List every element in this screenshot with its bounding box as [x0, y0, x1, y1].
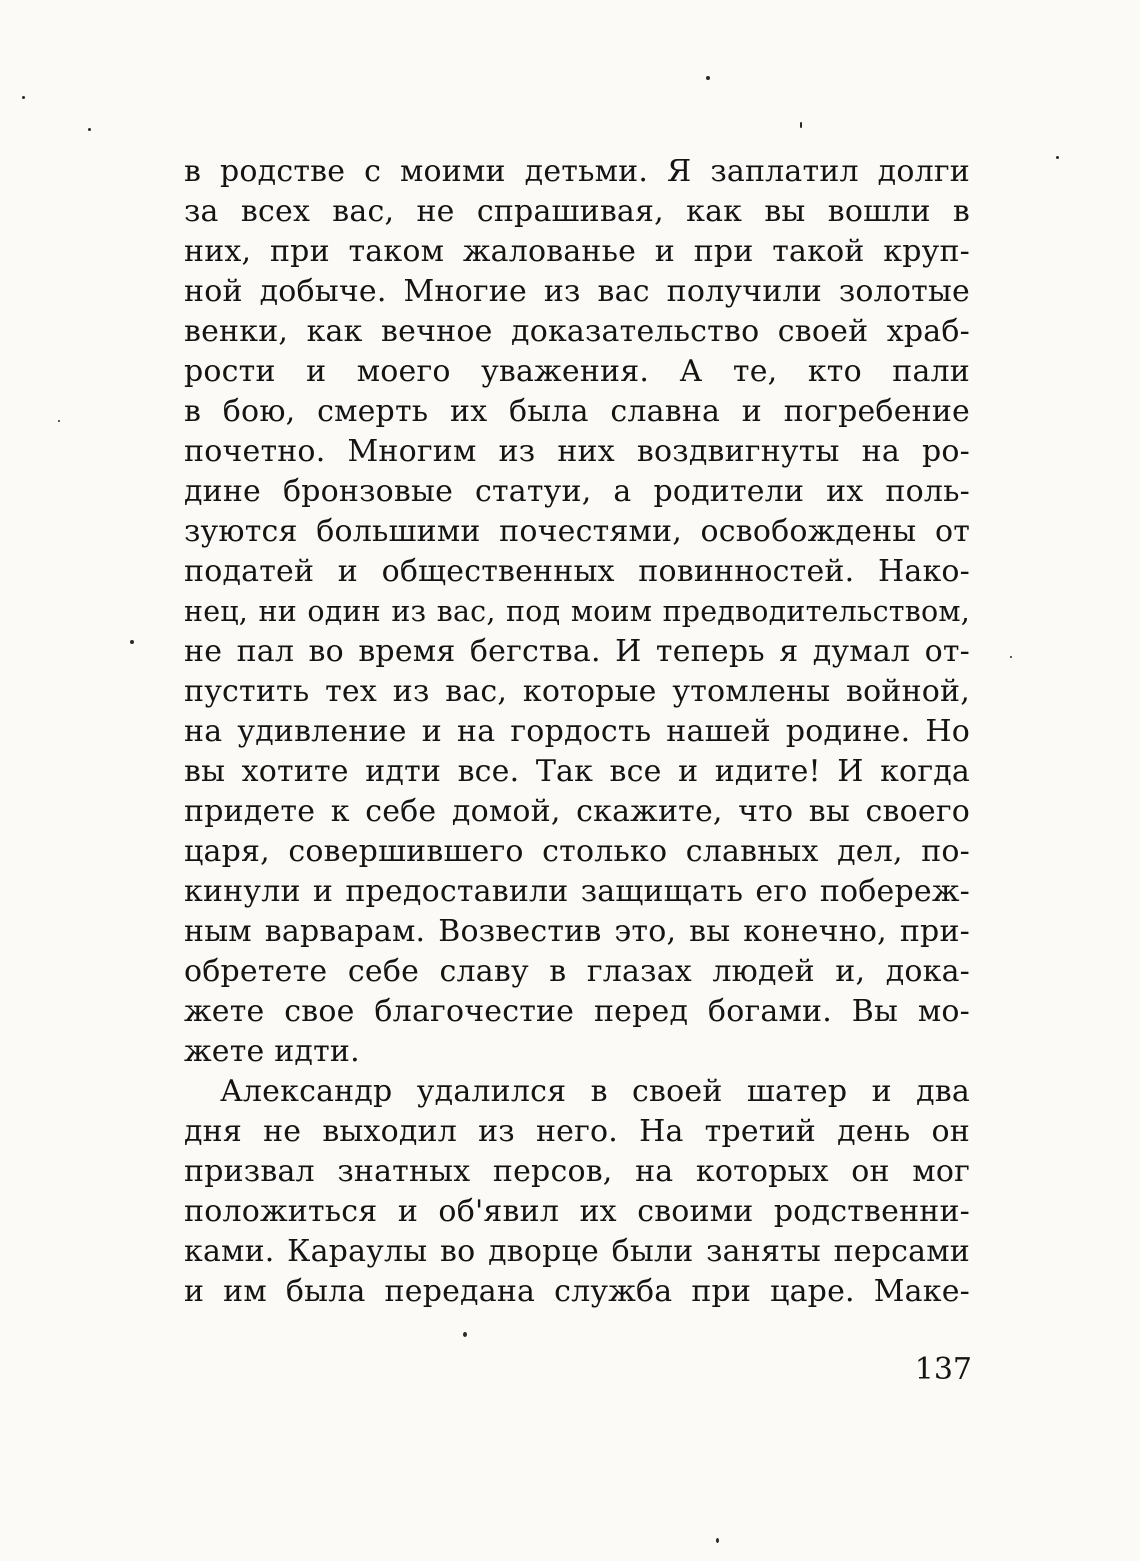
text-line: на удивление и на гордость нашей родине. Но [184, 714, 970, 749]
text-line: пустить тех из вас, которые утомлены войной, [184, 674, 970, 709]
paragraph-1 [184, 152, 970, 1072]
text-line: зуются большими почестями, освобождены от [184, 514, 970, 549]
text-line: кинули и предоставили защищать его побереж- [184, 874, 970, 909]
scan-speck [1010, 656, 1012, 658]
text-line: ной добыче. Многие из вас получили золотые [184, 274, 970, 309]
text-line: и им была передана служба при царе. Маке- [184, 1274, 970, 1309]
page-number: 137 [914, 1352, 972, 1387]
text-line: призвал знатных персов, на которых он мог [184, 1154, 970, 1189]
scan-speck [716, 1538, 719, 1543]
text-line: за всех вас, не спрашивая, как вы вошли в [184, 194, 970, 229]
text-line: почетно. Многим из них воздвигнуты на ро- [184, 434, 970, 469]
text-line: ками. Караулы во дворце были заняты персами [184, 1234, 970, 1269]
text-line: дня не выходил из него. На третий день он [184, 1114, 970, 1149]
text-line: них, при таком жалованье и при такой круп- [184, 234, 970, 269]
text-line: в бою, смерть их была славна и погребение [184, 394, 970, 429]
paragraph-2 [184, 1072, 970, 1312]
scan-speck [130, 640, 134, 644]
scan-speck [800, 122, 802, 128]
scan-speck [1056, 156, 1059, 159]
scan-speck [88, 128, 91, 131]
scan-speck [463, 1332, 467, 1337]
text-line: дине бронзовые статуи, а родители их поль- [184, 474, 970, 509]
text-line: положиться и об'явил их своими родственни- [184, 1194, 970, 1229]
text-line: жете идти. [184, 1034, 360, 1069]
text-line: жете свое благочестие перед богами. Вы мо- [184, 994, 970, 1029]
text-line: податей и общественных повинностей. Нако- [184, 554, 970, 589]
text-line: вы хотите идти все. Так все и идите! И когда [184, 754, 970, 789]
text-line: нец, ни один из вас, под моим предводительством, [184, 595, 970, 628]
text-line: придете к себе домой, скажите, что вы своего [184, 794, 970, 829]
body-text [184, 152, 970, 1312]
text-line: обретете себе славу в глазах людей и, дока- [184, 954, 970, 989]
text-line: не пал во время бегства. И теперь я думал от- [184, 634, 970, 669]
scan-speck [58, 420, 60, 422]
text-line: ным варварам. Возвестив это, вы конечно, при- [184, 914, 970, 949]
scan-speck [706, 76, 710, 80]
text-line: венки, как вечное доказательство своей храб- [184, 314, 970, 349]
text-line: царя, совершившего столько славных дел, по- [184, 834, 970, 869]
text-line: Александр удалился в своей шатер и два [220, 1074, 970, 1109]
text-line: рости и моего уважения. А те, кто пали [184, 354, 970, 389]
scan-speck [22, 96, 25, 99]
text-line: в родстве с моими детьми. Я заплатил долги [184, 154, 970, 189]
